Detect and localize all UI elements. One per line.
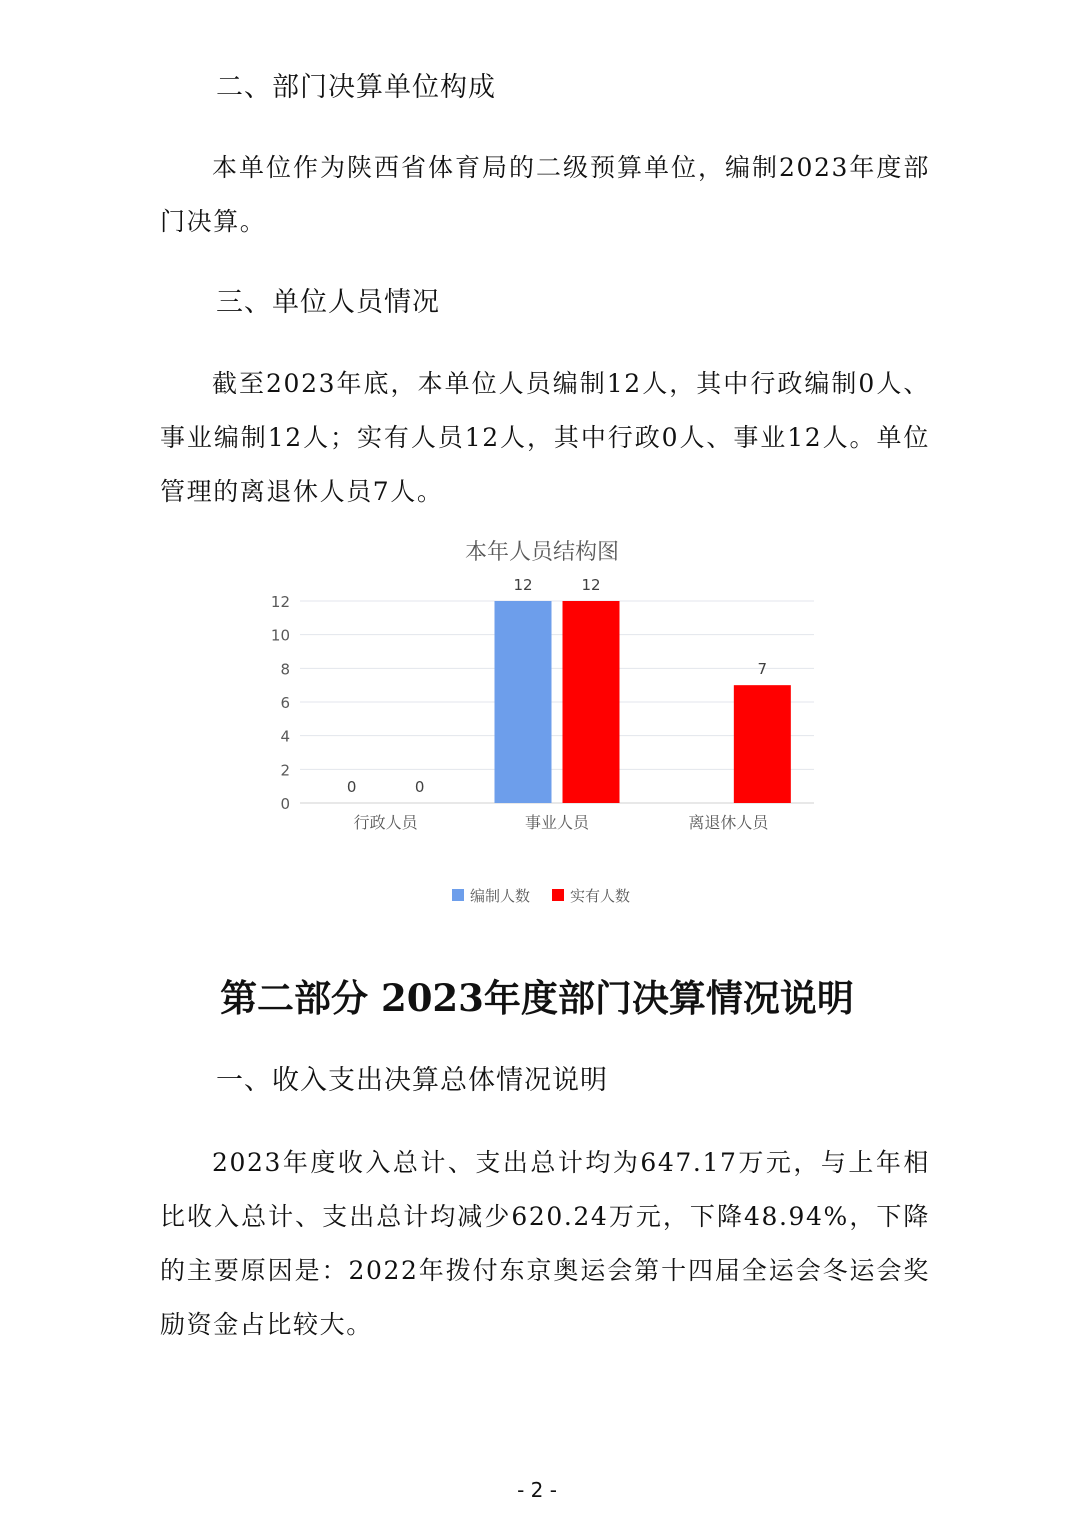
legend-label: 编制人数 [470, 887, 531, 905]
paragraph-staff: 截至2023年底，本单位人员编制12人，其中行政编制0人、事业编制12人；实有人员12人，其中行政0人、事业12人。单位管理的离退休人员7人。 [160, 369, 930, 506]
x-tick-label: 行政人员 [353, 813, 418, 832]
staff-structure-chart [230, 528, 850, 918]
x-tick-label: 离退休人员 [688, 813, 769, 832]
chart-data-labels [347, 576, 767, 796]
y-tick-label: 4 [280, 727, 290, 746]
y-tick-label: 0 [280, 795, 290, 813]
bar [563, 601, 620, 803]
paragraph-income-expense: 2023年度收入总计、支出总计均为647.17万元，与上年相比收入总计、支出总计均减少620.24万元，下降48.94%，下降的主要原因是：2022年拨付东京奥运会第十四届全运会冬运会奖励资金占比较大。 [160, 1148, 930, 1339]
x-tick-label: 事业人员 [524, 813, 590, 832]
y-tick-label: 6 [280, 694, 290, 712]
y-tick-label: 12 [270, 593, 290, 611]
y-tick-label: 8 [280, 660, 290, 679]
bar [495, 601, 552, 803]
y-tick-label: 2 [280, 761, 290, 780]
y-tick-label: 10 [270, 626, 290, 645]
paragraph-unit-composition: 本单位作为陕西省体育局的二级预算单位，编制2023年度部门决算。 [160, 153, 930, 236]
data-label: 7 [757, 660, 768, 679]
bar [734, 685, 791, 803]
chart-y-ticks [271, 593, 290, 813]
legend-swatch [452, 889, 464, 901]
data-label: 12 [581, 576, 601, 594]
chart-x-ticks [354, 813, 770, 832]
legend-swatch [552, 889, 564, 901]
chart-legend [452, 887, 630, 905]
data-label: 0 [346, 778, 357, 796]
section-heading-unit-composition: 二、部门决算单位构成 [216, 72, 496, 103]
chart-title: 本年人员结构图 [464, 540, 620, 565]
page-number: - 2 - [517, 1478, 557, 1502]
section-heading-staff: 三、单位人员情况 [216, 287, 440, 318]
data-label: 12 [513, 576, 533, 594]
data-label: 0 [414, 778, 425, 796]
section-heading-income-expense: 一、收入支出决算总体情况说明 [216, 1065, 608, 1096]
legend-label: 实有人数 [570, 887, 631, 905]
part-title: 第二部分 2023年度部门决算情况说明 [220, 976, 854, 1020]
